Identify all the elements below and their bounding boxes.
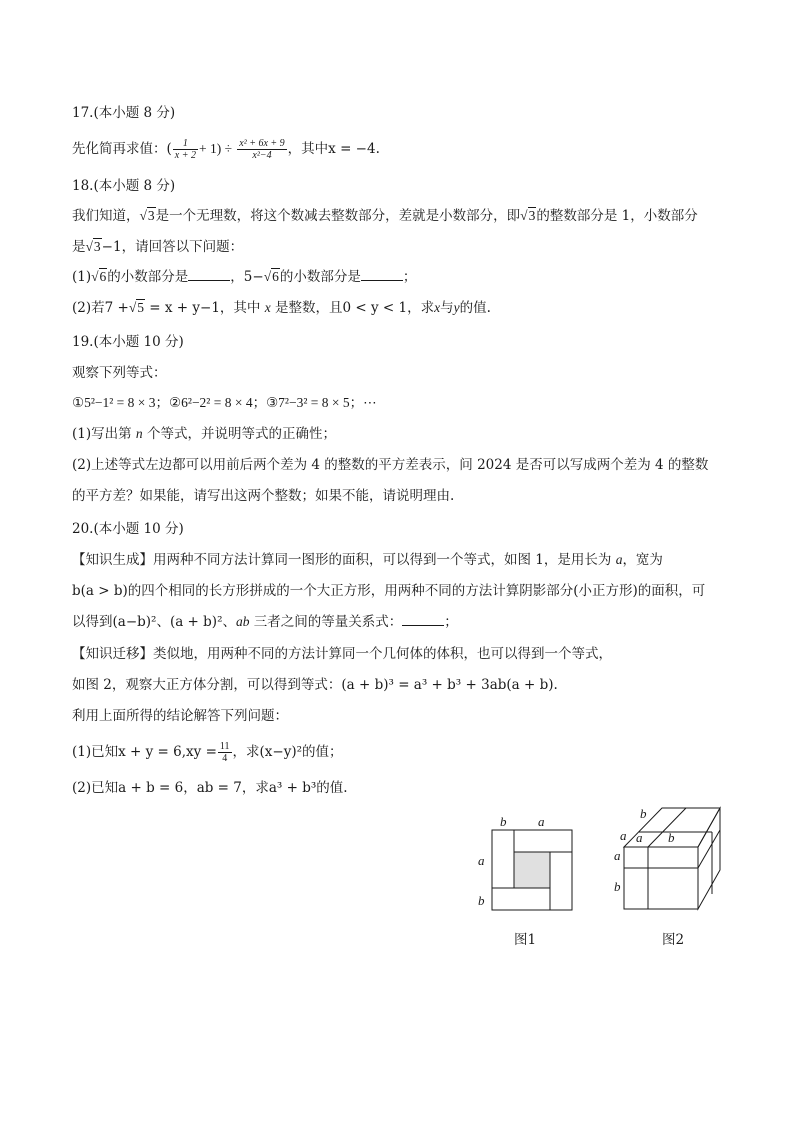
q17-fraction-2: $\frac{\text{x² + 6x + 9}}{\text{x²−4}}$ <box>239 138 285 161</box>
cube-edge <box>648 808 686 847</box>
answer-blank[interactable] <box>361 268 403 281</box>
q18-header: 18.(本小题 8 分) <box>72 178 176 194</box>
answer-blank[interactable] <box>188 268 230 281</box>
q20-header: 20.(本小题 10 分) <box>72 521 184 537</box>
q19-part1: (1)写出第 n 个等式，并说明等式的正确性； <box>72 426 336 442</box>
q18-part2: (2)若7 +√5 = x + y−1，其中 x 是整数，且0 < y < 1，求x与y的值. <box>72 300 491 316</box>
q19-header: 19.(本小题 10 分) <box>72 334 184 350</box>
q20-generation-line3: 以得到(a−b)²、(a + b)²、ab 三者之间的等量关系式： ； <box>72 614 458 630</box>
sqrt-5: √5 <box>128 300 144 315</box>
q20-part1: (1)已知x + y = 6,xy = $\frac{11}{4}$ ，求(x−y)²的值； <box>72 741 343 764</box>
sqrt-6: √6 <box>263 269 279 284</box>
q20-fraction: $\frac{11}{4}$ <box>219 741 230 764</box>
answer-blank[interactable] <box>402 613 444 626</box>
figure-2-caption: 图2 <box>662 932 685 948</box>
figure-2-cube-diagram <box>606 800 726 915</box>
q18-part1: (1)√6的小数部分是 ，5−√6的小数部分是 ； <box>72 269 417 285</box>
sqrt-3: √3 <box>520 208 536 223</box>
q18-intro: 我们知道，√3是一个无理数，将这个数减去整数部分，差就是小数部分，即√3的整数部分是 1，小数部分 <box>72 208 698 224</box>
q19-intro: 观察下列等式： <box>72 365 167 381</box>
q17-prefix: 先化简再求值：( <box>72 141 172 157</box>
q20-migration-line1: 【知识迁移】类似地，用两种不同的方法计算同一个几何体的体积，也可以得到一个等式， <box>72 646 612 662</box>
q20-generation-line1: 【知识生成】用两种不同方法计算同一图形的面积，可以得到一个等式，如图 1，是用长为 a，宽为 <box>72 552 663 568</box>
figure-1-caption: 图1 <box>514 932 537 948</box>
label-a-left: a <box>478 853 485 868</box>
cube-right-face <box>698 808 720 909</box>
label-b-left: b <box>478 893 485 908</box>
label-b-top: b <box>640 806 647 821</box>
sqrt-6: √6 <box>91 269 107 284</box>
q19-equations: ①5²−1² = 8 × 3；②6²−2² = 8 × 4；③7²−3² = 8 × 5；⋯ <box>72 395 377 410</box>
q19-part2-line2: 的平方差？如果能，请写出这两个整数；如果不能，请说明理由. <box>72 488 455 504</box>
cube-edge <box>698 830 720 868</box>
figure-1-square-diagram <box>470 808 590 918</box>
q17-plus-one: + 1) ÷ <box>198 141 232 156</box>
label-b-top: b <box>500 814 507 829</box>
q19-part2-line1: (2)上述等式左边都可以用前后两个差为 4 的整数的平方差表示，问 2024 是否可以写成两个差为 4 的整数 <box>72 457 709 473</box>
shaded-small-square <box>514 852 550 888</box>
label-b-front: b <box>614 879 621 894</box>
q17-body <box>72 138 380 161</box>
label-b-top-face: b <box>668 830 675 845</box>
q17-suffix: ，其中x = −4. <box>287 141 380 157</box>
q18-line2: 是√3−1，请回答以下问题： <box>72 239 244 255</box>
label-a-side: a <box>620 828 627 843</box>
q17-fraction-1: $\frac{1}{x + 2}$ <box>174 138 196 161</box>
q20-use-line: 利用上面所得的结论解答下列问题： <box>72 708 288 724</box>
sqrt-3: √3 <box>85 239 101 254</box>
label-a-top-face: a <box>636 830 643 845</box>
q20-part2: (2)已知a + b = 6，ab = 7，求a³ + b³的值. <box>72 780 348 796</box>
cube-front-face <box>624 847 698 909</box>
q20-generation-line2: b(a > b)的四个相同的长方形拼成的一个大正方形，用两种不同的方法计算阴影部分(小正方形)的面积，可 <box>72 583 706 599</box>
q20-migration-line2: 如图 2，观察大正方体分割，可以得到等式：(a + b)³ = a³ + b³ + 3ab(a + b). <box>72 677 558 693</box>
sqrt-3: √3 <box>139 208 155 223</box>
q17-header: 17.(本小题 8 分) <box>72 105 176 121</box>
label-a-front: a <box>614 848 621 863</box>
label-a-top: a <box>538 814 545 829</box>
